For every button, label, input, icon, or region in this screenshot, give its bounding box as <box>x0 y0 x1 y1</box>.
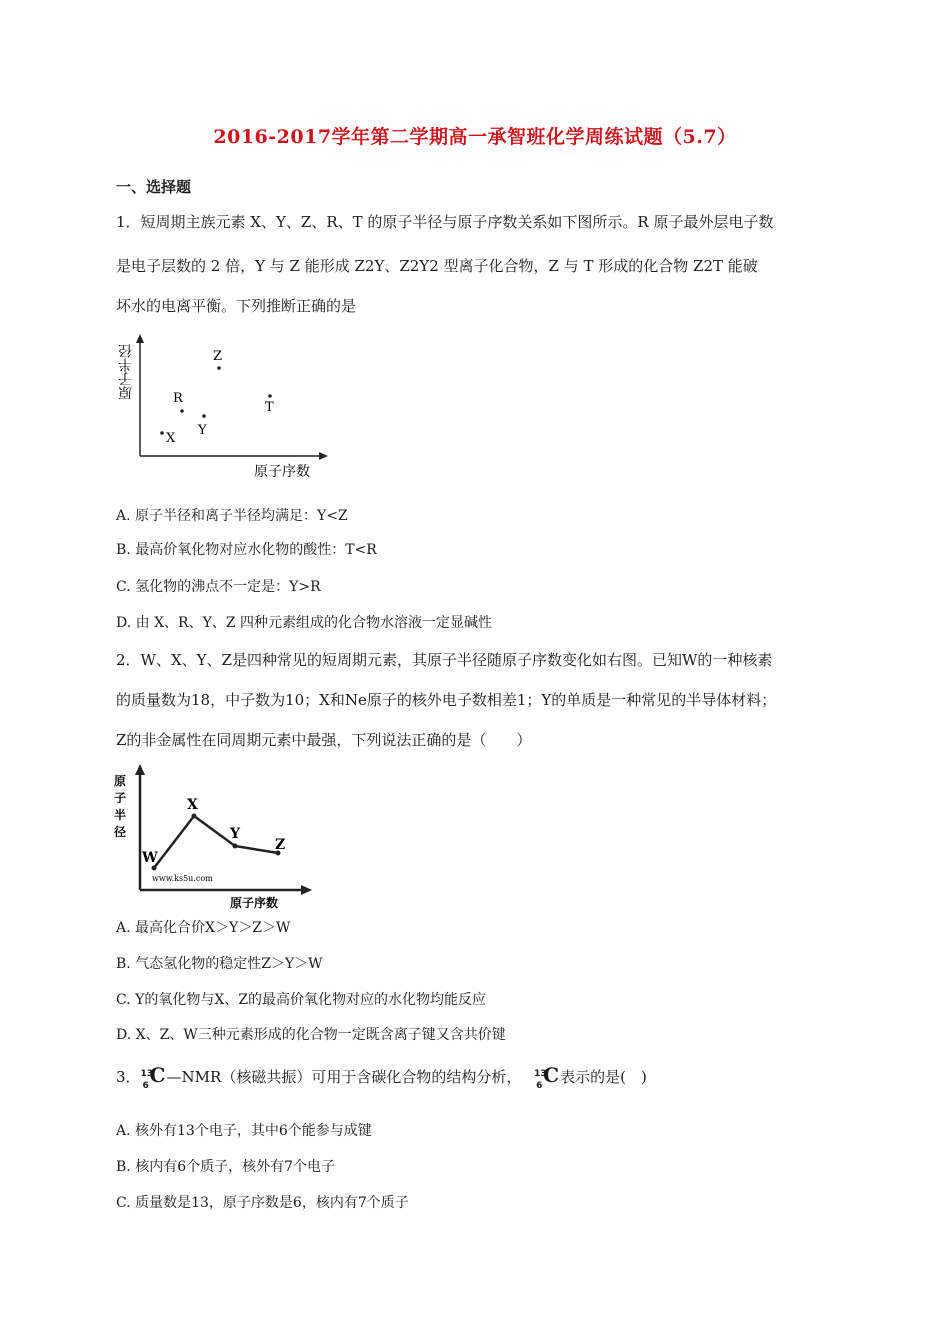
q1-label-x: X <box>166 431 176 446</box>
isotope-symbol-2: C <box>543 1063 560 1087</box>
q2-ylabel-4: 径 <box>114 825 127 839</box>
q2-label-z: Z <box>275 837 286 853</box>
q1-label-r: R <box>173 391 183 406</box>
q2-watermark: www.ks5u.com <box>152 874 213 883</box>
q3-option-b: B. 核内有6个质子，核外有7个电子 <box>116 1159 336 1175</box>
q1-line-1: 1．短周期主族元素 X、Y、Z、R、T 的原子半径与原子序数关系如下图所示。R 原子最外层电子数 <box>116 213 774 231</box>
q1-label-y: Y <box>198 423 207 438</box>
q1-y-arrow <box>136 334 144 343</box>
q2-line-2: 的质量数为18，中子数为10；X和Ne原子的核外电子数相差1；Y的单质是一种常见的半导体材料； <box>116 691 777 709</box>
q1-point-z <box>217 366 221 370</box>
q3-number: 3． <box>116 1068 141 1086</box>
q2-figure <box>112 764 317 912</box>
q1-line-3: 坏水的电离平衡。下列推断正确的是 <box>116 297 357 315</box>
carbon-13-isotope-1 <box>140 1063 167 1091</box>
q1-point-x <box>160 431 164 435</box>
q1-line-2: 是电子层数的 2 倍，Y 与 Z 能形成 Z2Y、Z2Y2 型离子化合物，Z 与 T 形成的化合物 Z2T 能破 <box>116 257 758 275</box>
q2-option-b: B. 气态氢化物的稳定性Z＞Y＞W <box>116 956 323 972</box>
q2-line-3: Z的非金属性在同周期元素中最强，下列说法正确的是（ ） <box>116 731 532 749</box>
isotope-mass-1: 13 <box>140 1069 154 1079</box>
q2-point-y <box>233 844 238 849</box>
section-heading: 一、选择题 <box>116 178 192 196</box>
isotope-atomic-2: 6 <box>536 1081 543 1091</box>
q2-xlabel: 原子序数 <box>230 896 279 910</box>
q2-label-w: W <box>142 850 158 866</box>
q2-label-y: Y <box>230 826 240 842</box>
q2-option-a: A. 最高化合价X＞Y＞Z＞W <box>116 920 291 936</box>
carbon-13-isotope-2 <box>534 1063 560 1091</box>
q1-xlabel: 原子序数 <box>254 464 310 480</box>
q2-option-c: C. Y的氧化物与X、Z的最高价氧化物对应的水化物均能反应 <box>116 992 487 1008</box>
q3-text-1: —NMR（核磁共振）可用于含碳化合物的结构分析， <box>166 1068 522 1086</box>
q1-option-a: A. 原子半径和离子半径均满足：Y<Z <box>116 508 348 524</box>
q2-label-x: X <box>187 797 198 813</box>
q2-ylabel-1: 原 <box>114 774 127 788</box>
q1-option-c: C. 氢化物的沸点不一定是：Y>R <box>116 579 321 595</box>
q1-option-b: B. 最高价氧化物对应水化物的酸性：T<R <box>116 542 377 558</box>
q3-line-1 <box>116 1063 647 1091</box>
q2-point-w <box>152 866 157 871</box>
q2-option-d: D. X、Z、W三种元素形成的化合物一定既含离子键又含共价键 <box>116 1027 506 1043</box>
page-title: 2016-2017学年第二学期高一承智班化学周练试题（5.7） <box>213 126 737 148</box>
q1-label-z: Z <box>213 349 223 364</box>
q1-point-t <box>268 394 272 398</box>
isotope-atomic-1: 6 <box>142 1081 149 1091</box>
q1-x-arrow <box>319 452 328 460</box>
q2-x-arrow <box>301 885 312 895</box>
isotope-symbol-1: C <box>149 1063 166 1087</box>
q3-text-2: 表示的是( ) <box>560 1068 647 1086</box>
q2-y-arrow <box>135 764 145 775</box>
q1-label-t: T <box>265 400 274 415</box>
q2-point-x <box>192 814 197 819</box>
q2-line-1: 2．W、X、Y、Z是四种常见的短周期元素，其原子半径随原子序数变化如右图。已知W的一种核素 <box>116 651 773 669</box>
q1-point-r <box>180 409 184 413</box>
isotope-mass-2: 13 <box>534 1069 547 1079</box>
q1-figure <box>112 334 332 484</box>
q2-ylabel-3: 半 <box>114 808 127 822</box>
q1-ylabel: 原子半径 <box>118 344 134 400</box>
q1-option-d: D. 由 X、R、Y、Z 四种元素组成的化合物水溶液一定显碱性 <box>116 615 493 631</box>
q3-option-a: A. 核外有13个电子，其中6个能参与成键 <box>116 1123 372 1139</box>
q1-point-y <box>202 414 206 418</box>
q2-ylabel-2: 子 <box>114 791 127 805</box>
q2-series-line <box>154 816 278 868</box>
q3-option-c: C. 质量数是13，原子序数是6，核内有7个质子 <box>116 1195 409 1211</box>
